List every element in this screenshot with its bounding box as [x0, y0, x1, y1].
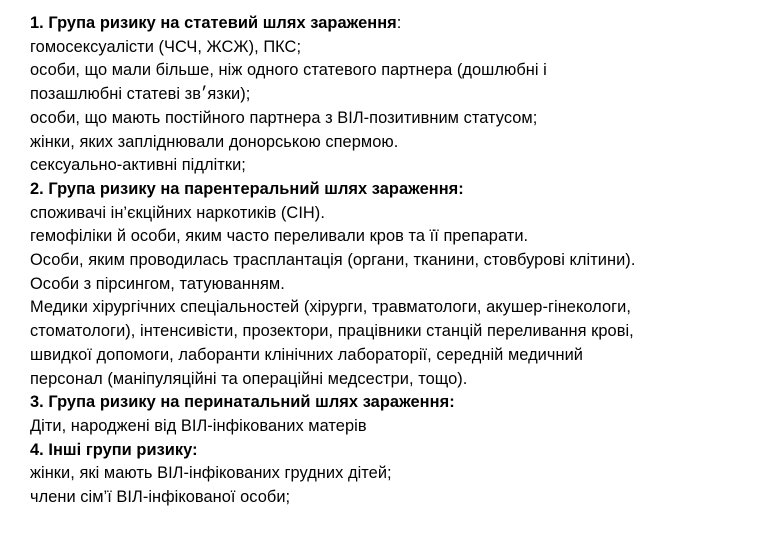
section-1-line: особи, що мають постійного партнера з ВІЛ-позитивним статусом; [30, 108, 538, 127]
section-1-line: гомосексуалісти (ЧСЧ, ЖСЖ), ПКС; [30, 37, 302, 56]
section-2-line: гемофіліки й особи, яким часто переливали кров та її препарати. [30, 227, 529, 246]
section-2-line: стоматологи), інтенсивісти, прозектори, працівники станцій переливання крові, [30, 322, 634, 341]
section-1-heading [30, 12, 766, 36]
section-2-line: Медики хірургічних спеціальностей (хірурги, травматологи, акушер-гінекологи, [30, 298, 631, 317]
section-2-heading: 2. Група ризику на парентеральний шлях зараження: [30, 179, 464, 198]
section-4-line: жінки, які мають ВІЛ-інфікованих грудних дітей; [30, 464, 392, 483]
section-2-line: Особи з пірсингом, татуюванням. [30, 274, 285, 293]
section-4-heading: 4. Інші групи ризику: [30, 440, 198, 459]
section-1-line: жінки, яких запліднювали донорською спермою. [30, 132, 399, 151]
section-4-line: члени сім’ї ВІЛ-інфікованої особи; [30, 488, 291, 507]
section-2-line: Особи, яким проводилась трасплантація (органи, тканини, стовбурові клітини). [30, 251, 636, 270]
section-1-line: сексуально-активні підлітки; [30, 156, 246, 175]
section-2-line: персонал (маніпуляційні та операційні медсестри, тощо). [30, 369, 468, 388]
section-3-line: Діти, народжені від ВІЛ-інфікованих матерів [30, 416, 367, 435]
section-3-heading: 3. Група ризику на перинатальний шлях зараження: [30, 393, 455, 412]
section-2-line: споживачі ін’єкційних наркотиків (СІН). [30, 203, 325, 222]
section-1-line: позашлюбні статеві зв׳язки); [30, 85, 251, 104]
section-1-line: особи, що мали більше, ніж одного статевого партнера (дошлюбні і [30, 61, 547, 80]
section-2-line: швидкої допомоги, лаборанти клінічних лабораторії, середній медичний [30, 345, 583, 364]
section-1-heading-text: 1. Група ризику на статевий шлях зараження [30, 14, 397, 32]
section-1-heading-colon: : [396, 14, 402, 32]
